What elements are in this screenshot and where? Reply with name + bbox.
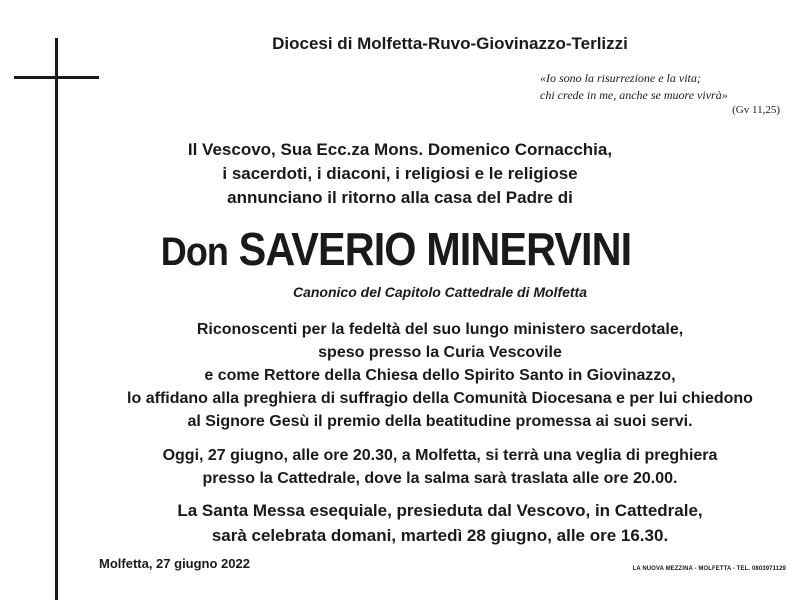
deceased-name xyxy=(0,222,792,276)
paragraph2-line-1: Oggi, 27 giugno, alle ore 20.30, a Molfetta, si terrà una veglia di preghiera xyxy=(162,447,718,464)
intro-line-3: annunciano il ritorno alla casa del Padre di xyxy=(227,188,573,207)
name-prefix: Don xyxy=(160,230,229,274)
paragraph2-line-2: presso la Cattedrale, dove la salma sarà traslata alle ore 20.00. xyxy=(202,470,678,487)
intro-line-1: Il Vescovo, Sua Ecc.za Mons. Domenico Cornacchia, xyxy=(187,140,613,159)
gratitude-paragraph xyxy=(0,318,800,433)
paragraph1-line-1: Riconoscenti per la fedeltà del suo lungo ministero sacerdotale, xyxy=(196,321,684,338)
diocese-heading: Diocesi di Molfetta-Ruvo-Giovinazzo-Terlizzi xyxy=(272,34,628,53)
deceased-title: Canonico del Capitolo Cattedrale di Molfetta xyxy=(292,284,588,300)
paragraph1-line-3: e come Rettore della Chiesa dello Spirito Santo in Giovinazzo, xyxy=(204,367,676,384)
paragraph1-line-2: speso presso la Curia Vescovile xyxy=(318,344,562,361)
printer-imprint: LA NUOVA MEZZINA - MOLFETTA - TEL. 0803971129 xyxy=(632,566,786,572)
paragraph3-line-2: sarà celebrata domani, martedì 28 giugno, alle ore 16.30. xyxy=(211,526,669,545)
cross-horizontal-bar xyxy=(14,76,99,79)
quote-reference: (Gv 11,25) xyxy=(732,104,780,116)
paragraph1-line-5: al Signore Gesù il premio della beatitudine promessa ai suoi servi. xyxy=(187,413,693,430)
scripture-quote xyxy=(540,70,780,119)
funeral-mass-paragraph xyxy=(0,498,800,548)
paragraph1-line-4: lo affidano alla preghiera di suffragio della Comunità Diocesana e per lui chiedono xyxy=(127,390,753,407)
quote-line-1: «Io sono la risurrezione e la vita; xyxy=(540,71,701,85)
vigil-paragraph xyxy=(0,444,800,490)
quote-line-2: chi crede in me, anche se muore vivrà» xyxy=(540,88,728,102)
name-full: SAVERIO MINERVINI xyxy=(238,223,632,275)
paragraph3-line-1: La Santa Messa esequiale, presieduta dal Vescovo, in Cattedrale, xyxy=(177,501,703,520)
intro-line-2: i sacerdoti, i diaconi, i religiosi e le religiose xyxy=(222,164,578,183)
place-date: Molfetta, 27 giugno 2022 xyxy=(99,556,250,571)
announcement-intro xyxy=(0,138,800,210)
